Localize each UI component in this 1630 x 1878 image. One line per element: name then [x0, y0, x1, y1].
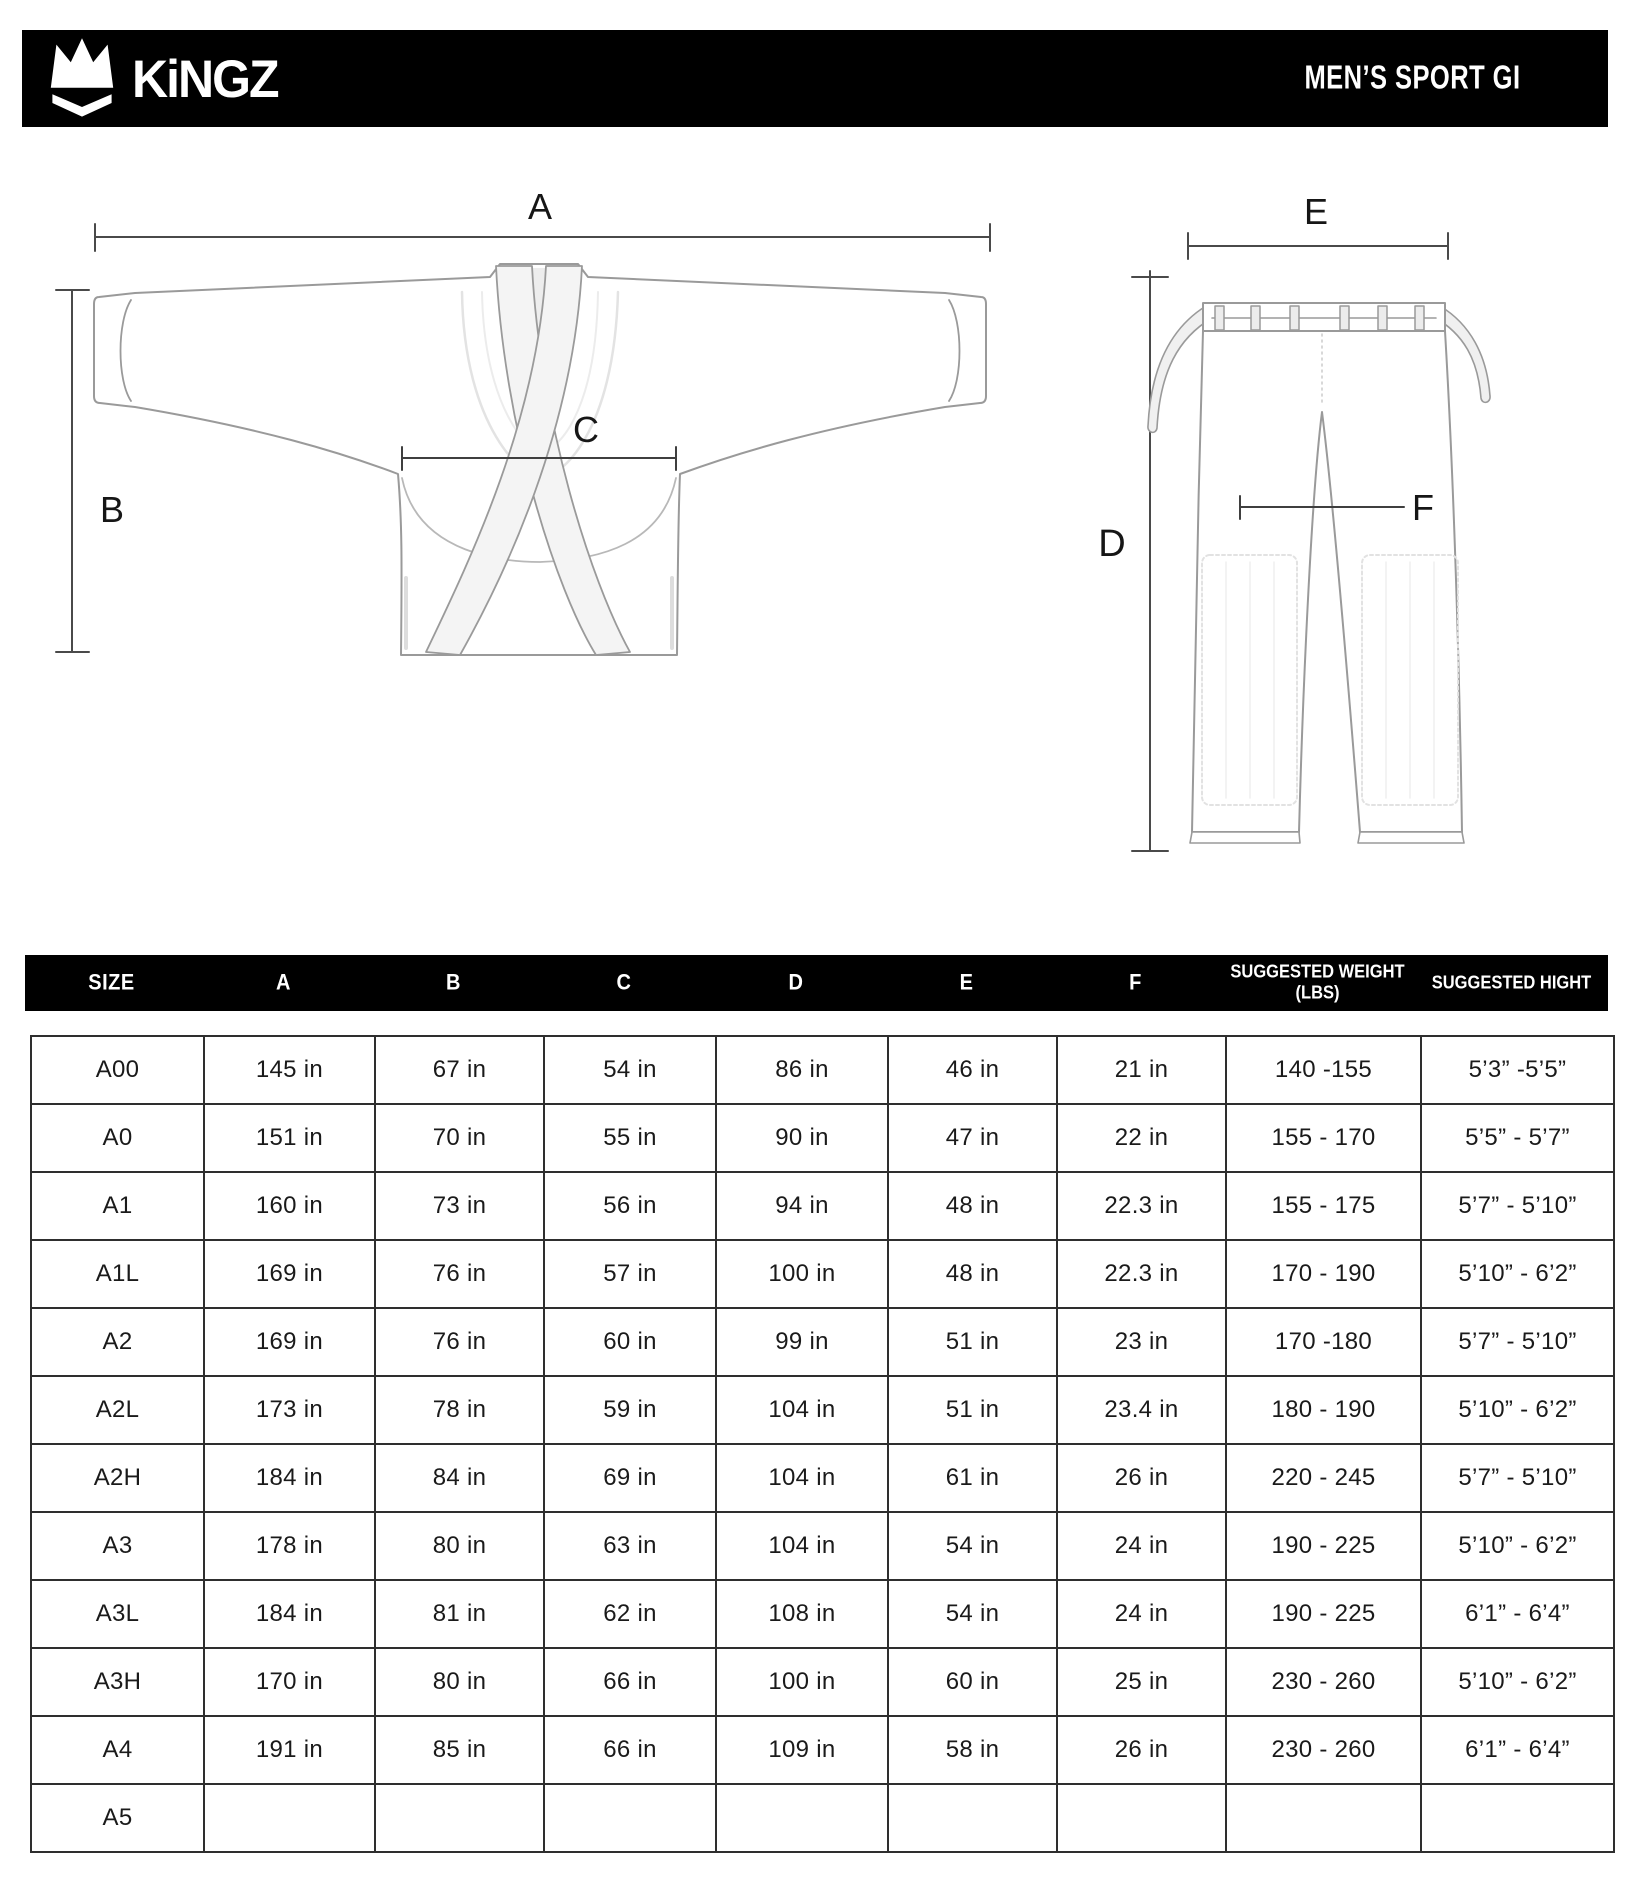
- value-cell: 169 in: [204, 1240, 375, 1308]
- gi-diagram: [0, 140, 1630, 940]
- size-cell: A3H: [31, 1648, 204, 1716]
- value-cell: [1226, 1784, 1421, 1852]
- value-cell: 90 in: [716, 1104, 888, 1172]
- brand-logo: [46, 38, 278, 120]
- value-cell: 22.3 in: [1057, 1240, 1226, 1308]
- value-cell: 59 in: [544, 1376, 716, 1444]
- pants-dim-e-label: E: [1303, 191, 1329, 232]
- size-cell: A4: [31, 1716, 204, 1784]
- size-cell: A3L: [31, 1580, 204, 1648]
- table-row: [31, 1172, 1614, 1240]
- value-cell: 5’10” - 6’2”: [1421, 1512, 1614, 1580]
- table-row: [31, 1512, 1614, 1580]
- value-cell: 230 - 260: [1226, 1648, 1421, 1716]
- table-row: [31, 1444, 1614, 1512]
- header-bar: [22, 30, 1608, 127]
- value-cell: 70 in: [375, 1104, 544, 1172]
- value-cell: 78 in: [375, 1376, 544, 1444]
- value-cell: 230 - 260: [1226, 1716, 1421, 1784]
- size-cell: A3: [31, 1512, 204, 1580]
- value-cell: 66 in: [544, 1716, 716, 1784]
- right-hem: [1358, 832, 1464, 843]
- value-cell: 58 in: [888, 1716, 1057, 1784]
- value-cell: 145 in: [204, 1036, 375, 1104]
- value-cell: [716, 1784, 888, 1852]
- value-cell: 60 in: [544, 1308, 716, 1376]
- col-header-weight: SUGGESTED WEIGHT (LBS): [1230, 961, 1405, 1004]
- size-cell: A1: [31, 1172, 204, 1240]
- value-cell: 21 in: [1057, 1036, 1226, 1104]
- table-row: [31, 1308, 1614, 1376]
- value-cell: 24 in: [1057, 1512, 1226, 1580]
- dim-line-e: [1188, 233, 1448, 259]
- col-header-c: C: [616, 970, 632, 995]
- value-cell: 5’7” - 5’10”: [1421, 1172, 1614, 1240]
- value-cell: 155 - 175: [1226, 1172, 1421, 1240]
- size-cell: A2H: [31, 1444, 204, 1512]
- jacket-dim-a-label: A: [527, 186, 553, 227]
- value-cell: [1421, 1784, 1614, 1852]
- size-cell: A2: [31, 1308, 204, 1376]
- table-row: [31, 1580, 1614, 1648]
- table-row: [31, 1036, 1614, 1104]
- pants-diagram: [1098, 191, 1490, 851]
- value-cell: 51 in: [888, 1308, 1057, 1376]
- col-header-d: D: [788, 970, 804, 995]
- value-cell: 76 in: [375, 1308, 544, 1376]
- value-cell: 23 in: [1057, 1308, 1226, 1376]
- table-header-bar: [25, 955, 1608, 1011]
- value-cell: 84 in: [375, 1444, 544, 1512]
- value-cell: 61 in: [888, 1444, 1057, 1512]
- value-cell: 190 - 225: [1226, 1580, 1421, 1648]
- value-cell: 184 in: [204, 1580, 375, 1648]
- col-header-e: E: [959, 970, 974, 995]
- value-cell: 6’1” - 6’4”: [1421, 1580, 1614, 1648]
- value-cell: 191 in: [204, 1716, 375, 1784]
- value-cell: 178 in: [204, 1512, 375, 1580]
- waistband: [1203, 303, 1445, 331]
- value-cell: 62 in: [544, 1580, 716, 1648]
- value-cell: 85 in: [375, 1716, 544, 1784]
- value-cell: 99 in: [716, 1308, 888, 1376]
- size-table-body: [31, 1036, 1614, 1852]
- col-header-b: B: [446, 970, 461, 995]
- value-cell: 60 in: [888, 1648, 1057, 1716]
- value-cell: 109 in: [716, 1716, 888, 1784]
- value-cell: 5’10” - 6’2”: [1421, 1240, 1614, 1308]
- page-title: MEN’S SPORT GI: [1303, 59, 1520, 97]
- value-cell: 66 in: [544, 1648, 716, 1716]
- value-cell: 73 in: [375, 1172, 544, 1240]
- value-cell: 81 in: [375, 1580, 544, 1648]
- value-cell: 104 in: [716, 1376, 888, 1444]
- value-cell: 108 in: [716, 1580, 888, 1648]
- value-cell: 47 in: [888, 1104, 1057, 1172]
- col-header-f: F: [1129, 970, 1142, 995]
- value-cell: 54 in: [888, 1580, 1057, 1648]
- table-row: [31, 1240, 1614, 1308]
- table-row: [31, 1648, 1614, 1716]
- value-cell: 5’5” - 5’7”: [1421, 1104, 1614, 1172]
- value-cell: 26 in: [1057, 1444, 1226, 1512]
- value-cell: 220 - 245: [1226, 1444, 1421, 1512]
- pants-dim-f-label: F: [1412, 487, 1434, 528]
- size-cell: A0: [31, 1104, 204, 1172]
- value-cell: 5’10” - 6’2”: [1421, 1648, 1614, 1716]
- value-cell: 24 in: [1057, 1580, 1226, 1648]
- dim-line-b: [56, 290, 89, 652]
- value-cell: 5’7” - 5’10”: [1421, 1444, 1614, 1512]
- value-cell: [544, 1784, 716, 1852]
- pants-outline: [1192, 331, 1462, 832]
- value-cell: 180 - 190: [1226, 1376, 1421, 1444]
- value-cell: 151 in: [204, 1104, 375, 1172]
- brand-wordmark: KiNGZ: [132, 49, 278, 108]
- value-cell: 140 -155: [1226, 1036, 1421, 1104]
- value-cell: 86 in: [716, 1036, 888, 1104]
- table-row: [31, 1716, 1614, 1784]
- value-cell: [375, 1784, 544, 1852]
- value-cell: 80 in: [375, 1512, 544, 1580]
- value-cell: 173 in: [204, 1376, 375, 1444]
- value-cell: 57 in: [544, 1240, 716, 1308]
- size-cell: A2L: [31, 1376, 204, 1444]
- value-cell: 67 in: [375, 1036, 544, 1104]
- table-row: [31, 1376, 1614, 1444]
- value-cell: [204, 1784, 375, 1852]
- value-cell: 5’7” - 5’10”: [1421, 1308, 1614, 1376]
- value-cell: 63 in: [544, 1512, 716, 1580]
- size-cell: A5: [31, 1784, 204, 1852]
- value-cell: 184 in: [204, 1444, 375, 1512]
- col-header-a: A: [276, 970, 291, 995]
- value-cell: 155 - 170: [1226, 1104, 1421, 1172]
- value-cell: 100 in: [716, 1240, 888, 1308]
- value-cell: 54 in: [544, 1036, 716, 1104]
- value-cell: 56 in: [544, 1172, 716, 1240]
- value-cell: 100 in: [716, 1648, 888, 1716]
- table-row: [31, 1104, 1614, 1172]
- value-cell: 48 in: [888, 1172, 1057, 1240]
- value-cell: 48 in: [888, 1240, 1057, 1308]
- value-cell: 76 in: [375, 1240, 544, 1308]
- value-cell: 104 in: [716, 1512, 888, 1580]
- value-cell: 55 in: [544, 1104, 716, 1172]
- value-cell: 69 in: [544, 1444, 716, 1512]
- jacket-dim-c-label: C: [573, 409, 599, 450]
- value-cell: 26 in: [1057, 1716, 1226, 1784]
- value-cell: 160 in: [204, 1172, 375, 1240]
- value-cell: 23.4 in: [1057, 1376, 1226, 1444]
- size-cell: A1L: [31, 1240, 204, 1308]
- value-cell: 170 -180: [1226, 1308, 1421, 1376]
- value-cell: 22 in: [1057, 1104, 1226, 1172]
- value-cell: 190 - 225: [1226, 1512, 1421, 1580]
- value-cell: 94 in: [716, 1172, 888, 1240]
- value-cell: [888, 1784, 1057, 1852]
- value-cell: 170 in: [204, 1648, 375, 1716]
- value-cell: 170 - 190: [1226, 1240, 1421, 1308]
- value-cell: 54 in: [888, 1512, 1057, 1580]
- col-header-height: SUGGESTED HIGHT: [1431, 972, 1592, 993]
- value-cell: 169 in: [204, 1308, 375, 1376]
- value-cell: 104 in: [716, 1444, 888, 1512]
- col-header-size: SIZE: [88, 970, 135, 995]
- value-cell: 5’10” - 6’2”: [1421, 1376, 1614, 1444]
- crown-icon: [46, 38, 118, 120]
- jacket-dim-b-label: B: [99, 489, 125, 530]
- value-cell: [1057, 1784, 1226, 1852]
- value-cell: 5’3” -5’5”: [1421, 1036, 1614, 1104]
- size-cell: A00: [31, 1036, 204, 1104]
- table-row: [31, 1784, 1614, 1852]
- value-cell: 80 in: [375, 1648, 544, 1716]
- size-table: [30, 1035, 1615, 1853]
- value-cell: 6’1” - 6’4”: [1421, 1716, 1614, 1784]
- pants-dim-d-label: D: [1098, 523, 1126, 565]
- value-cell: 51 in: [888, 1376, 1057, 1444]
- value-cell: 22.3 in: [1057, 1172, 1226, 1240]
- left-hem: [1190, 832, 1300, 843]
- value-cell: 25 in: [1057, 1648, 1226, 1716]
- jacket-diagram: [56, 186, 990, 655]
- dim-line-a: [95, 224, 990, 251]
- value-cell: 46 in: [888, 1036, 1057, 1104]
